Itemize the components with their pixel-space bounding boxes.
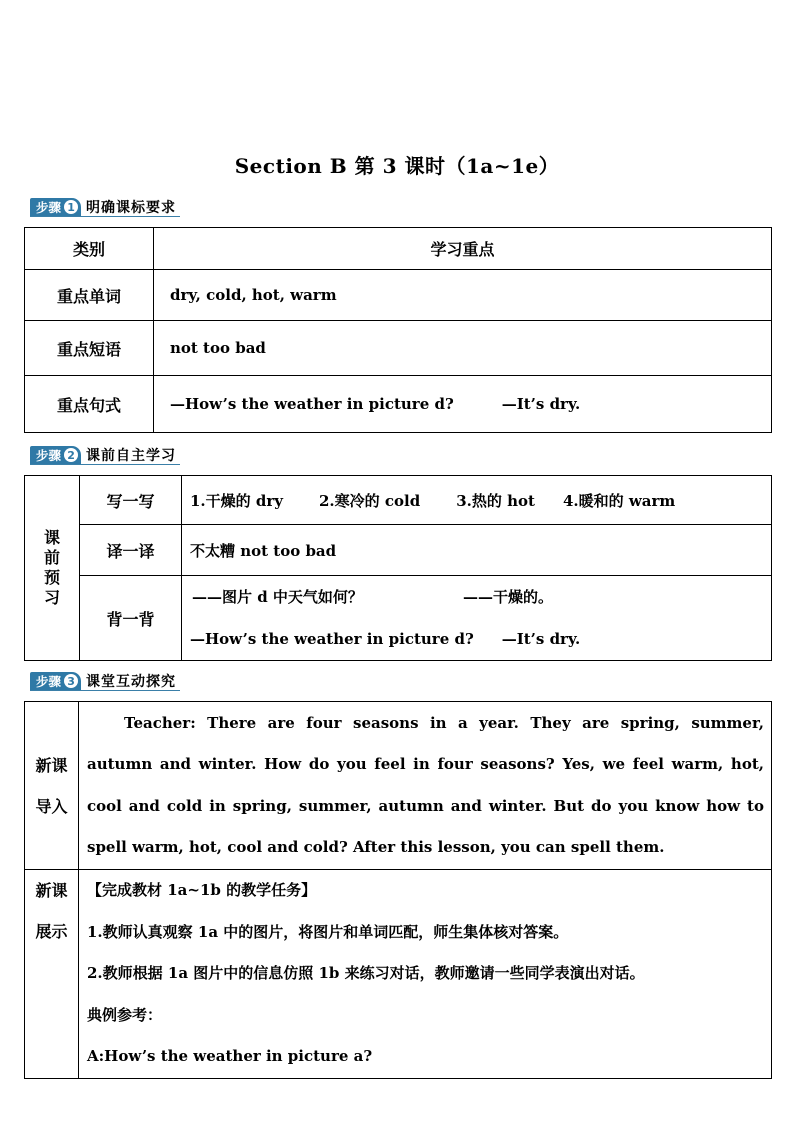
step-3-title: 课堂互动探究 (86, 674, 177, 690)
sentence-question: —How’s the weather in picture d? (170, 395, 454, 413)
row-label-words: 重点单词 (25, 270, 154, 321)
step-number-icon: 1 (64, 200, 78, 214)
side-char: 课 (43, 528, 60, 547)
page-title: Section B 第 3 课时（1a~1e） (234, 154, 560, 178)
intro-paragraph: Teacher: There are four seasons in a year. They are spring, summer, autumn and winter. How do you feel in four seasons? Yes, we feel warm, hot, cool and cold in spring, summer, autumn and winter. But do you know how to spell warm, hot, cool and cold? After this lesson, you can spell them. (87, 713, 764, 856)
row-content-words: dry, cold, hot, warm (154, 270, 772, 321)
label-line: 新课 (35, 755, 68, 775)
side-char: 前 (43, 548, 60, 567)
step-badge-label: 步骤 (36, 448, 62, 463)
header-category: 类别 (25, 228, 154, 270)
step-1-badge (30, 198, 81, 216)
recite-cn-question: ——图片 d 中天气如何？ (192, 588, 363, 606)
step-number-icon: 3 (64, 674, 78, 688)
write-content (182, 476, 772, 525)
recite-cn-line (190, 576, 771, 618)
preview-side-label (25, 476, 80, 661)
show-line: A:How’s the weather in picture a? (87, 1047, 373, 1065)
step-badge-label: 步骤 (36, 200, 62, 215)
side-char: 习 (43, 588, 60, 607)
row-content-phrases: not too bad (154, 321, 772, 376)
intro-content (79, 702, 772, 870)
step-3-badge (30, 672, 81, 690)
translate-label: 译一译 (80, 525, 182, 576)
preview-table (24, 475, 772, 661)
step-badge-label: 步骤 (36, 674, 62, 689)
label-line: 导入 (35, 796, 68, 816)
step-2-header (30, 446, 180, 465)
recite-en-question: —How’s the weather in picture d? (190, 630, 474, 648)
show-line: 典例参考： (87, 1005, 163, 1024)
step-2-title: 课前自主学习 (86, 448, 177, 464)
show-line: 1.教师认真观察 1a 中的图片，将图片和单词匹配，师生集体核对答案。 (87, 922, 569, 941)
recite-label: 背一背 (80, 576, 182, 661)
show-line: 2.教师根据 1a 图片中的信息仿照 1b 来练习对话，教师邀请一些同学表演出对话。 (87, 964, 645, 982)
step-3-header (30, 672, 180, 691)
step-1-header (30, 198, 180, 217)
show-label (25, 870, 79, 1079)
side-char: 预 (43, 568, 60, 587)
intro-label (25, 702, 79, 870)
label-line: 展示 (35, 922, 68, 941)
step-2-badge (30, 446, 81, 464)
write-label: 写一写 (80, 476, 182, 525)
write-item: 1.干燥的 dry (190, 491, 283, 510)
class-interaction-table (24, 701, 772, 1079)
show-line: 【完成教材 1a~1b 的教学任务】 (87, 881, 317, 899)
row-content-sentences (154, 376, 772, 433)
write-item: 2.寒冷的 cold (319, 491, 421, 510)
label-line: 新课 (35, 881, 68, 900)
step-1-title: 明确课标要求 (86, 200, 177, 216)
row-label-phrases: 重点短语 (25, 321, 154, 376)
recite-cn-answer: ——干燥的。 (462, 588, 553, 606)
recite-content (182, 576, 772, 661)
translate-content: 不太糟 not too bad (182, 525, 772, 576)
key-points-table (24, 227, 772, 433)
write-item: 3.热的 hot (456, 491, 535, 510)
row-label-sentences: 重点句式 (25, 376, 154, 433)
write-item: 4.暖和的 warm (562, 491, 676, 510)
header-key-points: 学习重点 (154, 228, 772, 270)
recite-en-line (190, 618, 771, 660)
sentence-answer: —It’s dry. (501, 395, 581, 413)
recite-en-answer: —It’s dry. (501, 630, 581, 648)
show-content (79, 870, 772, 1079)
step-number-icon: 2 (64, 448, 78, 462)
